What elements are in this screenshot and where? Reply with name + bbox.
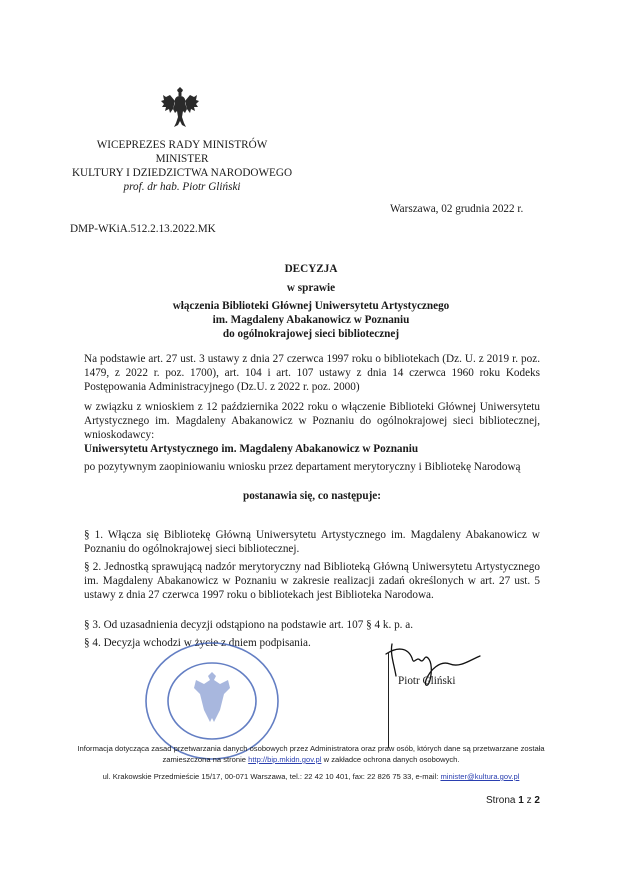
privacy-prefix: zamieszczona na stronie xyxy=(162,755,247,764)
document-title: DECYZJA xyxy=(284,263,338,275)
header-line-3: KULTURY I DZIEDZICTWA NARODOWEGO xyxy=(71,167,293,179)
ministry-header xyxy=(70,138,294,194)
signatory-name: Piotr Gliński xyxy=(398,675,456,687)
section-3: § 3. Od uzasadnienia decyzji odstąpiono na podstawie art. 107 § 4 k. p. a. xyxy=(84,619,414,631)
header-line-1: WICEPREZES RADY MINISTRÓW xyxy=(96,139,268,151)
privacy-link[interactable]: http://bip.mkidn.gov.pl xyxy=(248,755,322,764)
page-of: z xyxy=(526,795,532,806)
page-prefix: Strona xyxy=(486,795,516,806)
subject-line-1: włączenia Biblioteki Głównej Uniwersytetu Artystycznego xyxy=(172,300,450,312)
privacy-line-1: Informacja dotycząca zasad przetwarzania danych osobowych przez Administratora oraz praw osób, których dane są przetwarzane została xyxy=(77,744,545,753)
header-line-2: MINISTER xyxy=(155,153,209,165)
email-link[interactable]: minister@kultura.gov.pl xyxy=(440,772,520,781)
opinion-paragraph: po pozytywnym zaopiniowaniu wniosku przez departament merytoryczny i Bibliotekę Narodową xyxy=(84,461,521,473)
header-signatory: prof. dr hab. Piotr Gliński xyxy=(123,181,241,193)
reference-number: DMP-WKiA.512.2.13.2022.MK xyxy=(70,223,216,235)
page-total: 2 xyxy=(534,795,540,806)
subject-line-3: do ogólnokrajowej sieci bibliotecznej xyxy=(222,328,400,340)
eagle-emblem xyxy=(160,87,200,131)
applicant-name: Uniwersytetu Artystycznego im. Magdaleny Abakanowicz w Poznaniu xyxy=(84,443,419,455)
section-1: § 1. Włącza się Bibliotekę Główną Uniwersytetu Artystycznego im. Magdaleny Abakanowicz w Poznaniu do ogólnokrajowej sieci bibliotecznej. xyxy=(84,529,540,555)
resolution-heading: postanawia się, co następuje: xyxy=(243,490,381,502)
privacy-suffix: w zakładce ochrona danych osobowych. xyxy=(323,755,460,764)
document-subtitle: w sprawie xyxy=(286,282,336,294)
contact-address: ul. Krakowskie Przedmieście 15/17, 00-071 Warszawa, tel.: 22 42 10 401, fax: 22 826 75 33, e-mail: xyxy=(102,772,439,781)
section-2: § 2. Jednostką sprawującą nadzór merytoryczny nad Biblioteką Główną Uniwersytetu Artystycznego im. Magdaleny Abakanowicz w Poznaniu w zakresie realizacji zadań określonych w art. 27 ust. 5 ustawy z dnia 27 czerwca 1997 roku o bibliotekach jest Biblioteka Narodowa. xyxy=(84,561,540,601)
page-number xyxy=(486,795,540,806)
place-date: Warszawa, 02 grudnia 2022 r. xyxy=(390,203,524,215)
page-current: 1 xyxy=(518,795,524,806)
privacy-line-2 xyxy=(40,754,582,765)
contact-line xyxy=(40,771,582,782)
decision-subject xyxy=(0,299,622,341)
request-paragraph: w związku z wnioskiem z 12 października 2022 roku o włączenie Biblioteki Głównej Uniwersytetu Artystycznego im. Magdaleny Abakanowicz w Poznaniu do ogólnokrajowej sieci bibliotecznej, wnioskodawcy: xyxy=(84,401,540,441)
signature-line xyxy=(388,652,389,748)
legal-basis-paragraph: Na podstawie art. 27 ust. 3 ustawy z dnia 27 czerwca 1997 roku o bibliotekach (Dz. U. z 2019 r. poz. 1479, z 2022 r. poz. 1700), art. 104 i art. 107 ustawy z dnia 14 czerwca 1960 roku Kodeks Postępowania Administracyjnego (Dz.U. z 2022 r. poz. 2000) xyxy=(84,353,540,393)
subject-line-2: im. Magdaleny Abakanowicz w Poznaniu xyxy=(212,314,410,326)
privacy-notice xyxy=(40,743,582,765)
section-4: § 4. Decyzja wchodzi w życie z dniem podpisania. xyxy=(84,637,311,649)
